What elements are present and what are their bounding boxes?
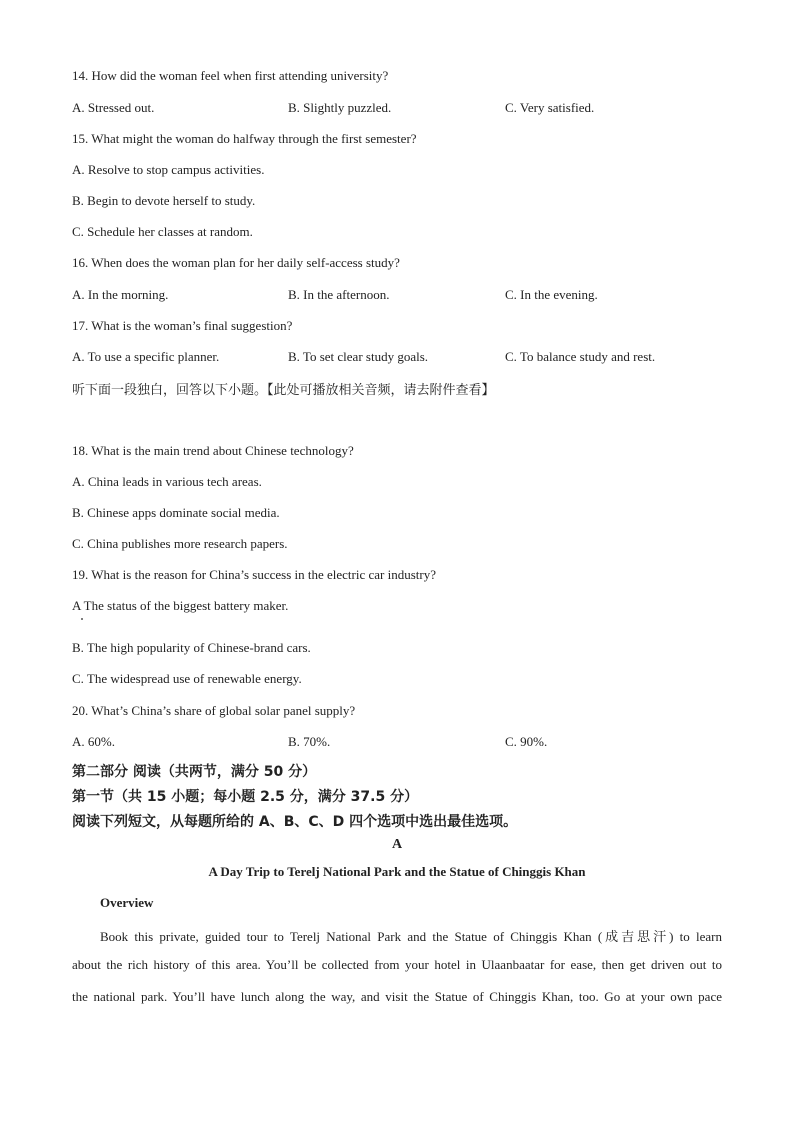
option-b: B. 70%. xyxy=(288,734,331,749)
question-18-stem: 18. What is the main trend about Chinese technology? xyxy=(72,443,354,458)
reading-instruction: 阅读下列短文，从每题所给的 A、B、C、D 四个选项中选出最佳选项。 xyxy=(72,814,518,830)
option-a: A The status of the biggest battery maker. xyxy=(72,598,289,613)
question-16-stem: 16. When does the woman plan for her daily self-access study? xyxy=(72,255,400,270)
part-2-heading: 第二部分 阅读（共两节，满分 50 分） xyxy=(72,764,317,780)
stray-dot xyxy=(81,618,83,620)
option-c: C. To balance study and rest. xyxy=(505,349,656,364)
passage-title: A Day Trip to Terelj National Park and the Statue of Chinggis Khan xyxy=(208,864,586,879)
option-c: C. China publishes more research papers. xyxy=(72,536,288,551)
passage-line-2: about the rich history of this area. You’ll be collected from your hotel in Ulaanbaatar for ease, then get driven out to xyxy=(72,957,722,972)
option-c: C. The widespread use of renewable energy. xyxy=(72,671,302,686)
option-a: A. China leads in various tech areas. xyxy=(72,474,262,489)
option-c: C. 90%. xyxy=(505,734,548,749)
passage-line-1: Book this private, guided tour to Terelj National Park and the Statue of Chinggis Khan (成吉思汗) to learn xyxy=(100,929,722,944)
question-15-stem: 15. What might the woman do halfway through the first semester? xyxy=(72,131,417,146)
question-19-stem: 19. What is the reason for China’s success in the electric car industry? xyxy=(72,567,437,582)
question-14-stem: 14. How did the woman feel when first attending university? xyxy=(72,68,389,83)
monologue-instruction: 听下面一段独白，回答以下小题。【此处可播放相关音频，请去附件查看】 xyxy=(72,383,495,398)
question-20-stem: 20. What’s China’s share of global solar panel supply? xyxy=(72,703,356,718)
option-a: A. Resolve to stop campus activities. xyxy=(72,162,265,177)
question-17-stem: 17. What is the woman’s final suggestion? xyxy=(72,318,293,333)
option-b: B. In the afternoon. xyxy=(288,287,390,302)
section-1-heading: 第一节（共 15 小题；每小题 2.5 分，满分 37.5 分） xyxy=(72,789,419,805)
passage-letter: A xyxy=(391,837,403,852)
overview-label: Overview xyxy=(100,895,154,910)
option-c: C. In the evening. xyxy=(505,287,598,302)
option-b: B. The high popularity of Chinese-brand cars. xyxy=(72,640,311,655)
option-b: B. Chinese apps dominate social media. xyxy=(72,505,280,520)
option-a: A. In the morning. xyxy=(72,287,169,302)
option-b: B. Slightly puzzled. xyxy=(288,100,392,115)
option-b: B. Begin to devote herself to study. xyxy=(72,193,256,208)
option-a: A. Stressed out. xyxy=(72,100,155,115)
option-a: A. 60%. xyxy=(72,734,115,749)
option-a: A. To use a specific planner. xyxy=(72,349,220,364)
option-b: B. To set clear study goals. xyxy=(288,349,429,364)
option-c: C. Very satisfied. xyxy=(505,100,595,115)
passage-line-3: the national park. You’ll have lunch along the way, and visit the Statue of Chinggis Khan, too. Go at your own pace xyxy=(72,989,722,1004)
option-c: C. Schedule her classes at random. xyxy=(72,224,253,239)
